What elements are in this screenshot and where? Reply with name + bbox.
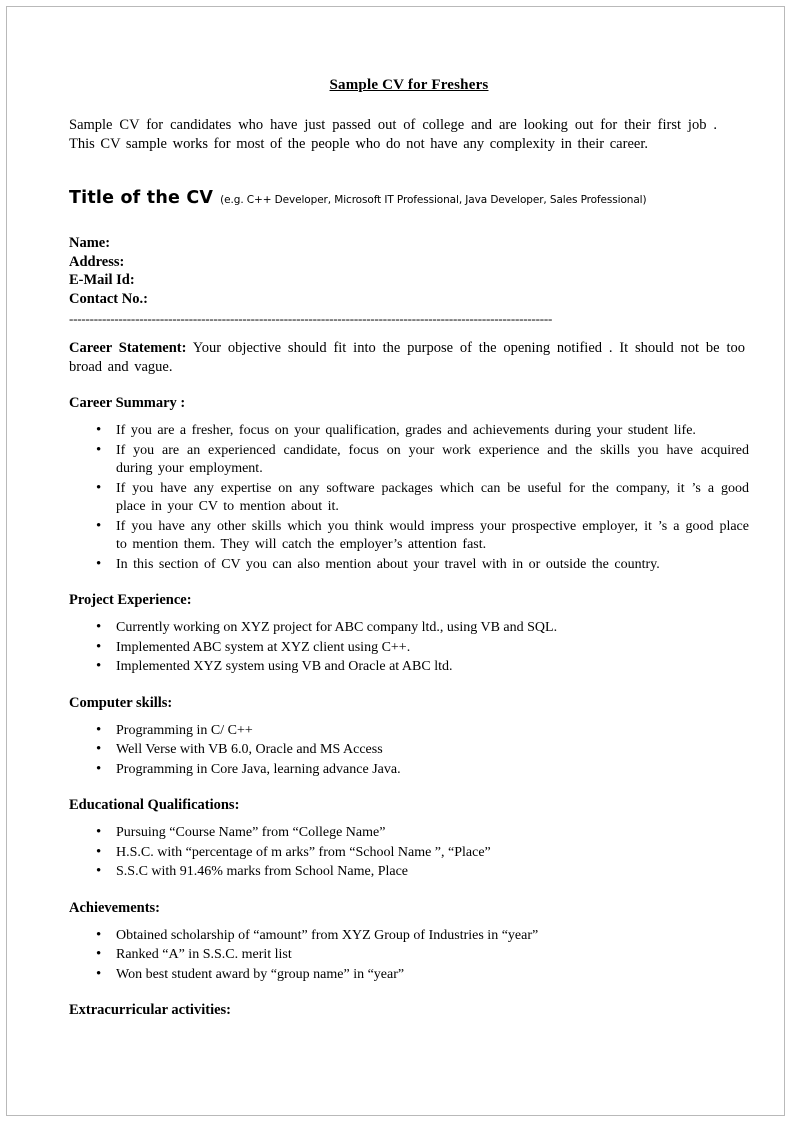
section-heading-computer-skills: Computer skills: bbox=[69, 694, 173, 711]
section-list-career-summary bbox=[69, 422, 749, 574]
list-item: • Won best student award by “group name” in “year” bbox=[116, 966, 749, 985]
contact-fields bbox=[69, 234, 749, 308]
list-item: • Ranked “A” in S.S.C. merit list bbox=[116, 946, 749, 965]
list-item: • If you are an experienced candidate, focus on your work experience and the skills you have acquired during your employment. bbox=[116, 442, 749, 479]
list-item: • Obtained scholarship of “amount” from XYZ Group of Industries in “year” bbox=[116, 927, 749, 946]
list-item: • If you are a fresher, focus on your qualification, grades and achievements during your student life. bbox=[116, 422, 749, 441]
section-divider: --------------------------------------------------------------------------------------------------------------------- bbox=[69, 312, 553, 325]
list-item: • In this section of CV you can also mention about your travel with in or outside the country. bbox=[116, 556, 749, 575]
section-list-computer-skills bbox=[69, 722, 749, 780]
section-heading-educational-qualifications: Educational Qualifications: bbox=[69, 797, 240, 813]
section-list-achievements bbox=[69, 927, 749, 985]
career-statement-label: Career Statement: bbox=[69, 340, 187, 356]
document-sheet bbox=[6, 6, 785, 1116]
list-item: • Programming in C/ C++ bbox=[116, 722, 749, 741]
section-heading-career-summary: Career Summary : bbox=[69, 395, 186, 411]
section-list-project-experience bbox=[69, 619, 749, 677]
list-item: • If you have any expertise on any software packages which can be useful for the company, it ’s a good place in your CV to mention about it. bbox=[116, 480, 749, 517]
section-heading-project-experience: Project Experience: bbox=[69, 592, 192, 608]
list-item: • Programming in Core Java, learning advance Java. bbox=[116, 761, 749, 780]
field-contact-no: Contact No.: bbox=[69, 290, 148, 307]
list-item: • S.S.C with 91.46% marks from School Name, Place bbox=[116, 863, 749, 882]
career-statement-paragraph bbox=[69, 339, 745, 377]
list-item: • Implemented ABC system at XYZ client using C++. bbox=[116, 639, 749, 658]
list-item: • Well Verse with VB 6.0, Oracle and MS Access bbox=[116, 741, 749, 760]
field-name: Name: bbox=[69, 235, 111, 251]
section-heading-achievements: Achievements: bbox=[69, 899, 161, 916]
cv-title: Title of the CV bbox=[69, 188, 214, 208]
section-list-educational-qualifications bbox=[69, 824, 749, 882]
field-address: Address: bbox=[69, 253, 125, 270]
page-title: Sample CV for Freshers bbox=[329, 77, 489, 93]
cv-title-row bbox=[69, 188, 749, 208]
career-statement-text: Your objective should fit into the purpose of the opening notified . It should not be too broad and vague. bbox=[69, 340, 745, 375]
cv-title-note: (e.g. C++ Developer, Microsoft IT Professional, Java Developer, Sales Professional) bbox=[220, 194, 647, 206]
intro-paragraph: Sample CV for candidates who have just passed out of college and are looking out for their first job . This CV sample works for most of the people who do not have any complexity in their career. bbox=[69, 117, 717, 152]
document-body bbox=[69, 77, 749, 1029]
list-item: • If you have any other skills which you think would impress your prospective employer, it ’s a good place to mention them. They will catch the employer’s attention fast. bbox=[116, 518, 749, 555]
list-item: • Pursuing “Course Name” from “College Name” bbox=[116, 824, 749, 843]
list-item: • H.S.C. with “percentage of m arks” from “School Name ”, “Place” bbox=[116, 844, 749, 863]
list-item: • Currently working on XYZ project for ABC company ltd., using VB and SQL. bbox=[116, 619, 749, 638]
field-email: E-Mail Id: bbox=[69, 272, 135, 288]
section-heading-extracurricular-activities: Extracurricular activities: bbox=[69, 1002, 231, 1018]
list-item: • Implemented XYZ system using VB and Oracle at ABC ltd. bbox=[116, 658, 749, 677]
